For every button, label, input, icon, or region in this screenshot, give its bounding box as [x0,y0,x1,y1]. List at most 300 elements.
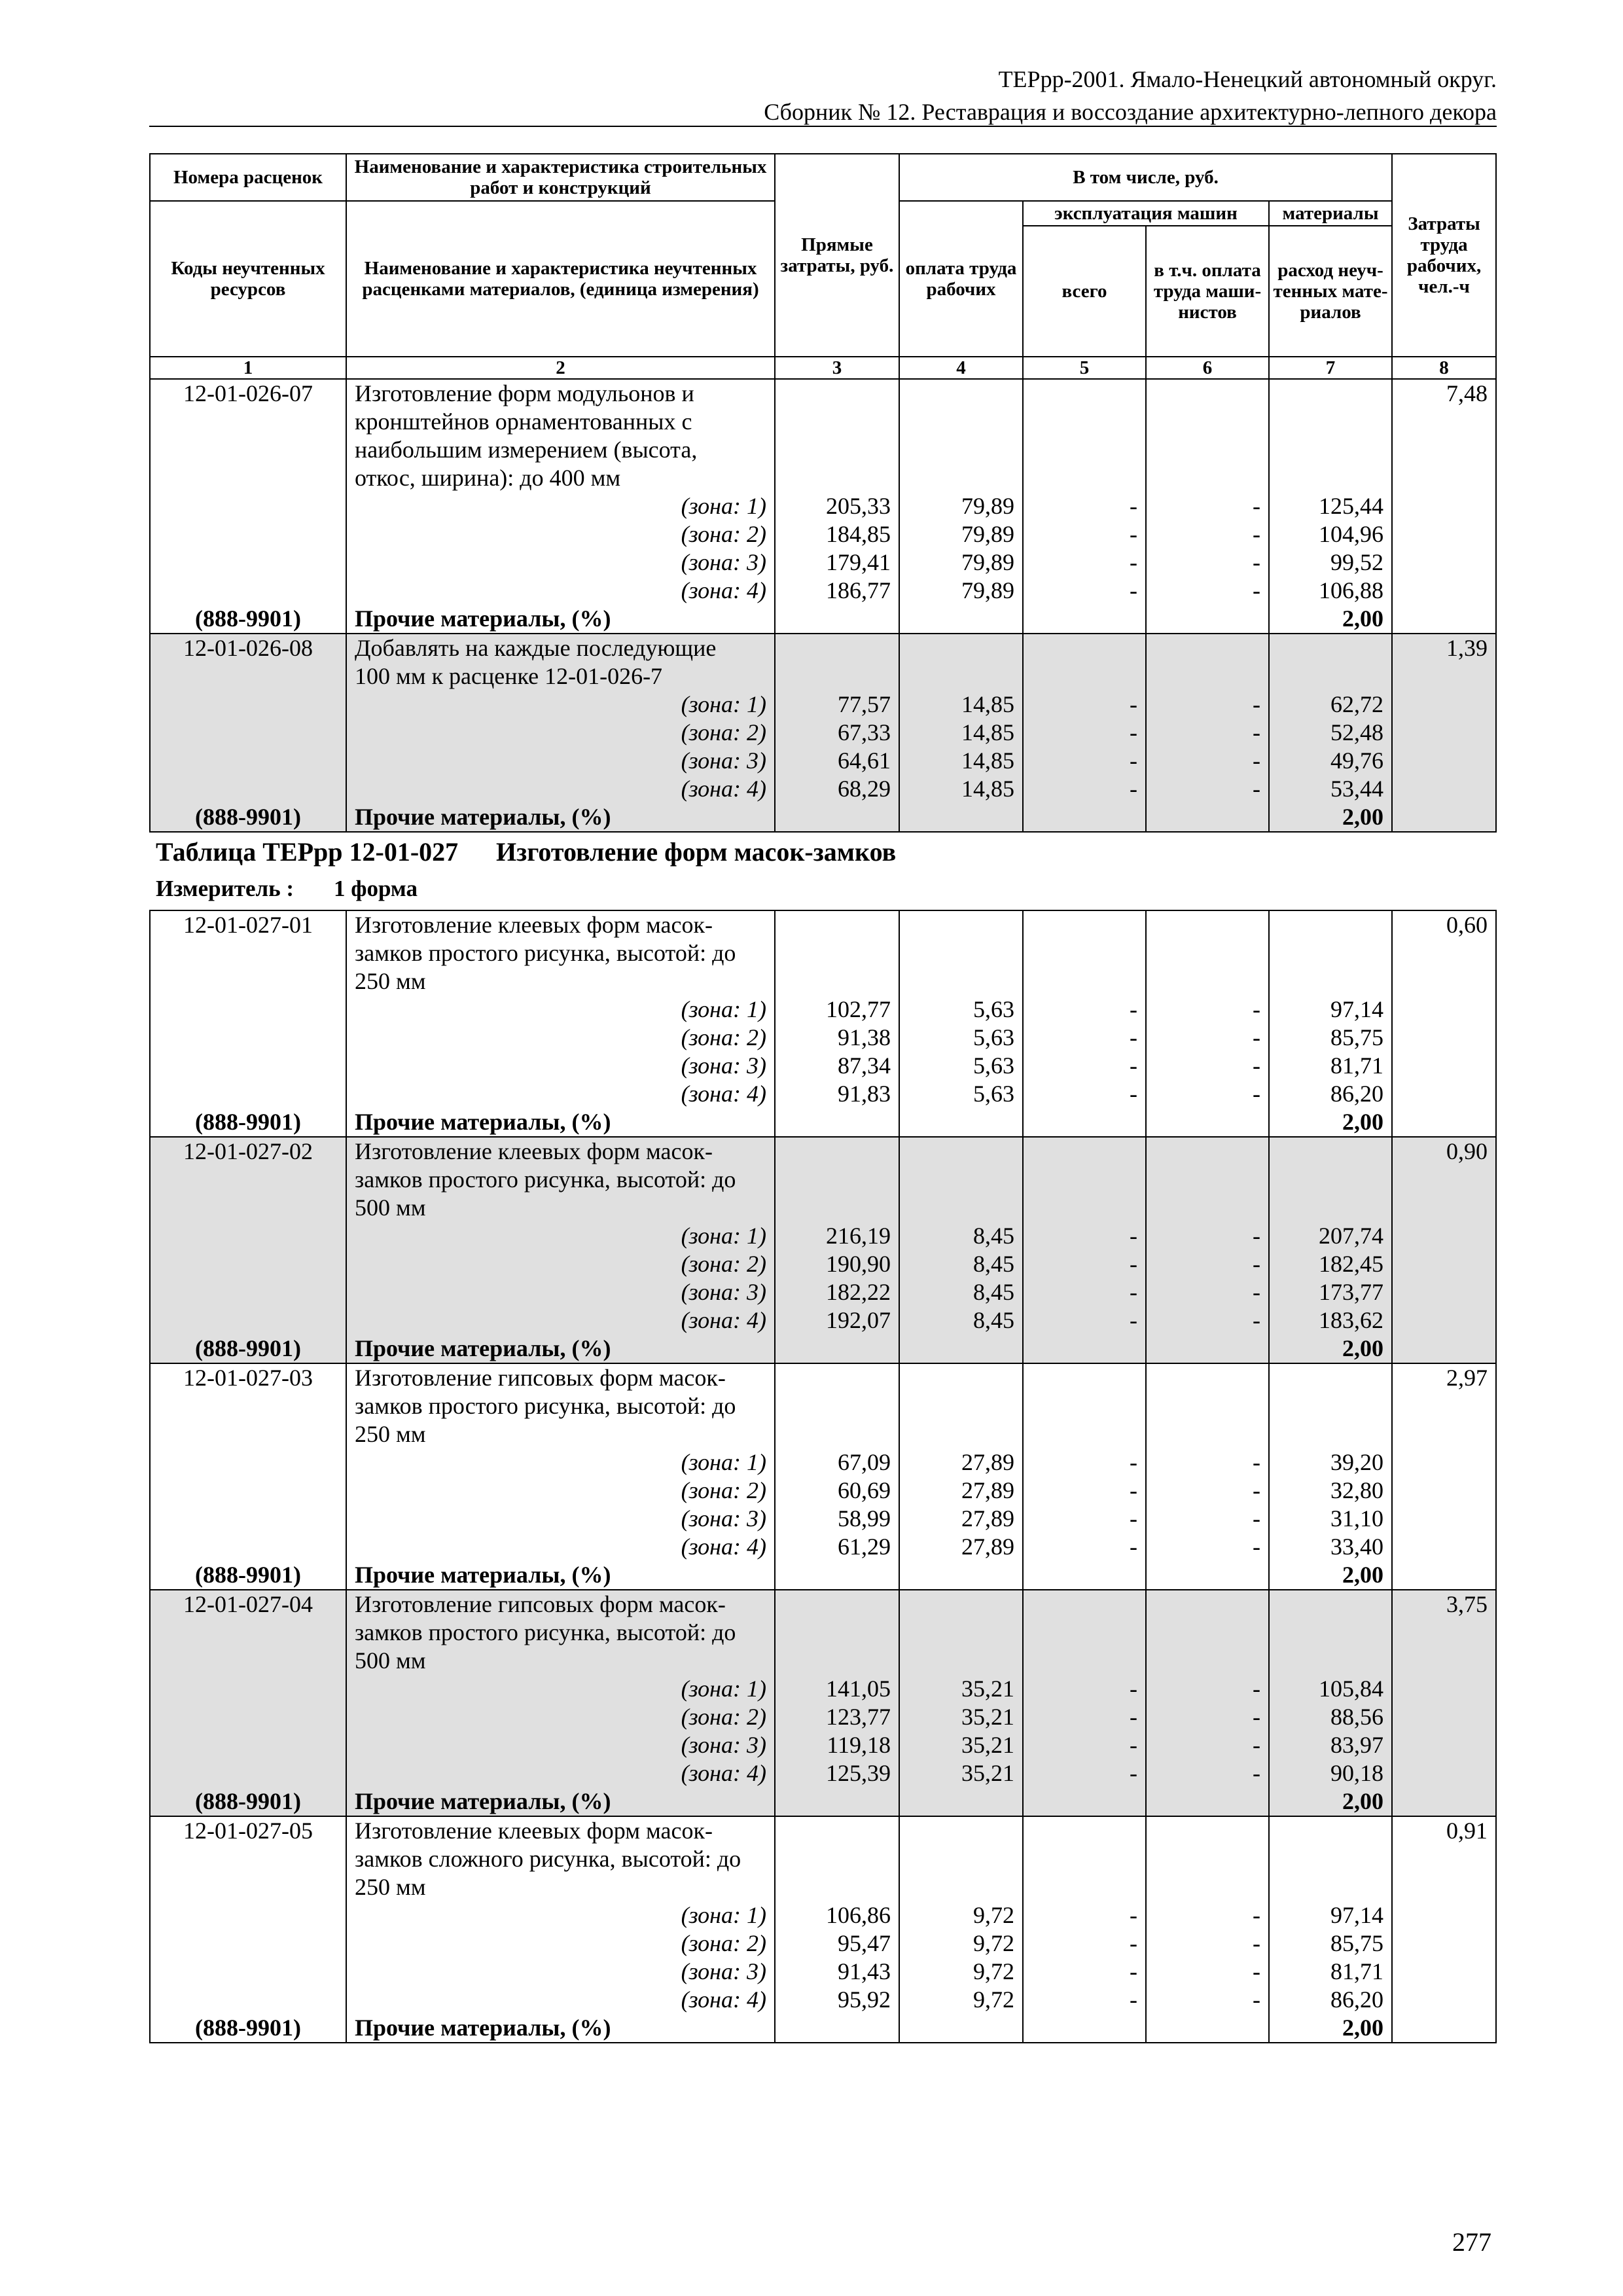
empty-cell [1392,1392,1496,1420]
resource-name: Прочие материалы, (%) [346,605,775,634]
zone-label: (зона: 1) [346,492,775,520]
machines-value: - [1023,1759,1146,1787]
empty-cell [1023,1873,1146,1901]
empty-cell [1269,379,1392,408]
worker-pay-value: 9,72 [899,1901,1023,1929]
machinist-pay-value: - [1146,1731,1269,1759]
zone-label: (зона: 2) [346,1703,775,1731]
table-row [150,1986,1496,2014]
machinist-pay-value: - [1146,996,1269,1024]
materials-value: 207,74 [1269,1222,1392,1250]
empty-cell [775,1647,899,1675]
direct-costs-value: 106,86 [775,1901,899,1929]
table-row [150,605,1496,634]
direct-costs-value: 141,05 [775,1675,899,1703]
empty-cell [1023,1108,1146,1137]
empty-cell [775,1420,899,1448]
empty-cell [1392,747,1496,775]
machinist-pay-value: - [1146,775,1269,803]
machines-value: - [1023,1731,1146,1759]
table-row [150,1619,1496,1647]
machinist-pay-value: - [1146,548,1269,577]
machines-value: - [1023,775,1146,803]
empty-cell [150,436,346,464]
empty-cell [150,996,346,1024]
col-number: 8 [1392,357,1496,379]
empty-cell [150,719,346,747]
empty-cell [775,605,899,634]
empty-cell [150,464,346,492]
empty-cell [1392,1166,1496,1194]
empty-cell [150,1845,346,1873]
empty-cell [1392,1505,1496,1533]
empty-cell [1023,1787,1146,1816]
empty-cell [1146,436,1269,464]
table-row [150,1873,1496,1901]
table-row [150,662,1496,691]
empty-cell [1392,1787,1496,1816]
machinist-pay-value: - [1146,577,1269,605]
empty-cell [775,1816,899,1845]
worker-pay-value: 9,72 [899,1986,1023,2014]
machines-value: - [1023,747,1146,775]
table-row [150,803,1496,832]
table-row [150,967,1496,996]
col-machines: эксплуатация машин [1023,201,1269,226]
empty-cell [150,1166,346,1194]
empty-cell [899,967,1023,996]
empty-cell [1392,1250,1496,1278]
work-description: Изготовление форм модульонов и [346,379,775,408]
machinist-pay-value: - [1146,520,1269,548]
machinist-pay-value: - [1146,719,1269,747]
machines-value: - [1023,1477,1146,1505]
table-row [150,408,1496,436]
empty-cell [150,1647,346,1675]
empty-cell [1146,1845,1269,1873]
table-row [150,1250,1496,1278]
machinist-pay-value: - [1146,1477,1269,1505]
col-number: 5 [1023,357,1146,379]
resource-value: 2,00 [1269,803,1392,832]
rates-table-026 [149,153,1497,833]
direct-costs-value: 95,92 [775,1986,899,2014]
table-row [150,577,1496,605]
machines-value: - [1023,996,1146,1024]
empty-cell [150,775,346,803]
rate-code: 12-01-027-05 [150,1816,346,1845]
empty-cell [1392,1647,1496,1675]
worker-pay-value: 8,45 [899,1306,1023,1335]
labor-value: 0,90 [1392,1137,1496,1166]
zone-label: (зона: 2) [346,1929,775,1958]
machines-value: - [1023,1250,1146,1278]
direct-costs-value: 91,83 [775,1080,899,1108]
zone-label: (зона: 4) [346,1080,775,1108]
empty-cell [150,1477,346,1505]
empty-cell [150,520,346,548]
table-row [150,1448,1496,1477]
table-row [150,1703,1496,1731]
materials-value: 62,72 [1269,691,1392,719]
worker-pay-value: 79,89 [899,577,1023,605]
zone-label: (зона: 4) [346,1759,775,1787]
empty-cell [1392,436,1496,464]
materials-value: 97,14 [1269,996,1392,1024]
empty-cell [1392,775,1496,803]
empty-cell [1392,1901,1496,1929]
empty-cell [1269,1166,1392,1194]
empty-cell [1023,1816,1146,1845]
col-number: 1 [150,357,346,379]
empty-cell [1146,2014,1269,2043]
direct-costs-value: 77,57 [775,691,899,719]
empty-cell [150,1420,346,1448]
col-worker-pay: оплата труда рабочих [899,201,1023,357]
resource-value: 2,00 [1269,1108,1392,1137]
empty-cell [150,1052,346,1080]
empty-cell [1023,1137,1146,1166]
direct-costs-value: 179,41 [775,548,899,577]
worker-pay-value: 5,63 [899,1052,1023,1080]
direct-costs-value: 182,22 [775,1278,899,1306]
empty-cell [775,1787,899,1816]
empty-cell [1392,1306,1496,1335]
machinist-pay-value: - [1146,1929,1269,1958]
table-row [150,1647,1496,1675]
empty-cell [1146,1363,1269,1392]
materials-value: 106,88 [1269,577,1392,605]
header-line-2: Сборник № 12. Реставрация и воссоздание архитектурно-лепного декора [764,99,1497,125]
table-row [150,1590,1496,1619]
work-description: замков простого рисунка, высотой: до [346,939,775,967]
zone-label: (зона: 3) [346,1052,775,1080]
empty-cell [1146,1787,1269,1816]
rate-code: 12-01-027-02 [150,1137,346,1166]
resource-code: (888-9901) [150,1335,346,1363]
empty-cell [1392,2014,1496,2043]
direct-costs-value: 184,85 [775,520,899,548]
empty-cell [1023,910,1146,939]
work-description: Изготовление клеевых форм масок- [346,910,775,939]
machines-value: - [1023,1052,1146,1080]
empty-cell [1146,1873,1269,1901]
empty-cell [775,379,899,408]
col-codes: Коды неучтенных ресурсов [150,201,346,357]
table-row [150,634,1496,662]
empty-cell [1392,408,1496,436]
empty-cell [1392,939,1496,967]
header-rule [149,126,1497,127]
work-description: замков простого рисунка, высотой: до [346,1619,775,1647]
col-materials: материалы [1269,201,1392,226]
machines-value: - [1023,691,1146,719]
empty-cell [775,1590,899,1619]
materials-value: 97,14 [1269,1901,1392,1929]
direct-costs-value: 64,61 [775,747,899,775]
work-description: замков простого рисунка, высотой: до [346,1166,775,1194]
direct-costs-value: 186,77 [775,577,899,605]
table-row [150,1675,1496,1703]
direct-costs-value: 91,43 [775,1958,899,1986]
work-description: откос, ширина): до 400 мм [346,464,775,492]
table-code: Таблица ТЕРрр 12-01-027 [156,837,459,867]
machines-value: - [1023,492,1146,520]
work-description: замков простого рисунка, высотой: до [346,1392,775,1420]
machines-value: - [1023,1901,1146,1929]
empty-cell [1392,1477,1496,1505]
empty-cell [150,1194,346,1222]
work-description: замков сложного рисунка, высотой: до [346,1845,775,1873]
table-row [150,1533,1496,1561]
worker-pay-value: 5,63 [899,996,1023,1024]
machines-value: - [1023,1080,1146,1108]
rate-code: 12-01-027-01 [150,910,346,939]
empty-cell [1146,910,1269,939]
direct-costs-value: 95,47 [775,1929,899,1958]
col-machines-total: всего [1023,226,1146,357]
materials-value: 125,44 [1269,492,1392,520]
col-labor: Затраты труда рабочих, чел.-ч [1392,154,1496,357]
empty-cell [1392,1619,1496,1647]
empty-cell [1023,1420,1146,1448]
machines-value: - [1023,719,1146,747]
table-row [150,1929,1496,1958]
worker-pay-value: 9,72 [899,1929,1023,1958]
work-description: наибольшим измерением (высота, [346,436,775,464]
empty-cell [1023,408,1146,436]
zone-label: (зона: 1) [346,1448,775,1477]
rate-code: 12-01-027-03 [150,1363,346,1392]
worker-pay-value: 27,89 [899,1477,1023,1505]
empty-cell [1023,464,1146,492]
empty-cell [1146,1166,1269,1194]
empty-cell [1392,719,1496,747]
empty-cell [150,1250,346,1278]
col-number: 3 [775,357,899,379]
empty-cell [1146,803,1269,832]
empty-cell [150,1986,346,2014]
empty-cell [1146,1619,1269,1647]
direct-costs-value: 87,34 [775,1052,899,1080]
empty-cell [1392,1420,1496,1448]
empty-cell [150,1306,346,1335]
machinist-pay-value: - [1146,1533,1269,1561]
worker-pay-value: 27,89 [899,1505,1023,1533]
machines-value: - [1023,1703,1146,1731]
zone-label: (зона: 1) [346,1675,775,1703]
machinist-pay-value: - [1146,1448,1269,1477]
empty-cell [1023,634,1146,662]
materials-value: 86,20 [1269,1080,1392,1108]
empty-cell [1392,1675,1496,1703]
direct-costs-value: 60,69 [775,1477,899,1505]
resource-code: (888-9901) [150,1108,346,1137]
empty-cell [775,1166,899,1194]
machines-value: - [1023,1222,1146,1250]
empty-cell [775,464,899,492]
table-row [150,2014,1496,2043]
empty-cell [775,662,899,691]
work-description: Добавлять на каждые последующие [346,634,775,662]
empty-cell [150,1619,346,1647]
materials-value: 49,76 [1269,747,1392,775]
materials-value: 81,71 [1269,1958,1392,1986]
empty-cell [150,1505,346,1533]
empty-cell [899,1420,1023,1448]
empty-cell [150,1448,346,1477]
empty-cell [1146,1194,1269,1222]
table-row [150,691,1496,719]
worker-pay-value: 9,72 [899,1958,1023,1986]
empty-cell [1023,803,1146,832]
empty-cell [1023,436,1146,464]
table-row [150,1787,1496,1816]
labor-value: 2,97 [1392,1363,1496,1392]
worker-pay-value: 79,89 [899,492,1023,520]
empty-cell [775,1335,899,1363]
materials-value: 85,75 [1269,1024,1392,1052]
empty-cell [150,548,346,577]
zone-label: (зона: 3) [346,1278,775,1306]
materials-value: 90,18 [1269,1759,1392,1787]
empty-cell [775,1561,899,1590]
empty-cell [1392,1194,1496,1222]
empty-cell [1146,1137,1269,1166]
empty-cell [1392,967,1496,996]
empty-cell [1392,1845,1496,1873]
empty-cell [1392,1731,1496,1759]
empty-cell [1392,803,1496,832]
zone-label: (зона: 4) [346,1306,775,1335]
table-row [150,1505,1496,1533]
materials-value: 52,48 [1269,719,1392,747]
materials-value: 53,44 [1269,775,1392,803]
col-number: 4 [899,357,1023,379]
resource-name: Прочие материалы, (%) [346,1335,775,1363]
empty-cell [1269,1194,1392,1222]
empty-cell [150,1731,346,1759]
empty-cell [150,1901,346,1929]
meter-value: 1 форма [334,876,418,901]
machinist-pay-value: - [1146,1278,1269,1306]
machinist-pay-value: - [1146,1759,1269,1787]
machinist-pay-value: - [1146,1901,1269,1929]
col-machinist-pay: в т.ч. оплата труда маши-нистов [1146,226,1269,357]
table-row [150,747,1496,775]
machinist-pay-value: - [1146,1024,1269,1052]
empty-cell [1392,1958,1496,1986]
machinist-pay-value: - [1146,1306,1269,1335]
direct-costs-value: 119,18 [775,1731,899,1759]
empty-cell [1146,464,1269,492]
empty-cell [1023,1647,1146,1675]
empty-cell [1146,634,1269,662]
empty-cell [775,1392,899,1420]
empty-cell [1023,1363,1146,1392]
labor-value: 0,91 [1392,1816,1496,1845]
machines-value: - [1023,1505,1146,1533]
empty-cell [1269,1873,1392,1901]
empty-cell [1023,1619,1146,1647]
empty-cell [1023,967,1146,996]
empty-cell [775,1363,899,1392]
resource-name: Прочие материалы, (%) [346,2014,775,2043]
empty-cell [899,1845,1023,1873]
col-including: В том числе, руб. [899,154,1392,201]
empty-cell [1269,939,1392,967]
empty-cell [899,1619,1023,1647]
worker-pay-value: 35,21 [899,1703,1023,1731]
empty-cell [150,1759,346,1787]
col-number: 6 [1146,357,1269,379]
worker-pay-value: 5,63 [899,1080,1023,1108]
machinist-pay-value: - [1146,1250,1269,1278]
table-row [150,1561,1496,1590]
empty-cell [775,634,899,662]
machinist-pay-value: - [1146,492,1269,520]
empty-cell [899,939,1023,967]
empty-cell [1269,910,1392,939]
worker-pay-value: 14,85 [899,719,1023,747]
header-line-1: ТЕРрр-2001. Ямало-Ненецкий автономный округ. [998,66,1497,92]
empty-cell [1392,1052,1496,1080]
empty-cell [1146,1392,1269,1420]
zone-label: (зона: 4) [346,577,775,605]
empty-cell [899,662,1023,691]
materials-value: 99,52 [1269,548,1392,577]
empty-cell [899,1647,1023,1675]
empty-cell [1392,1024,1496,1052]
materials-value: 33,40 [1269,1533,1392,1561]
resource-name: Прочие материалы, (%) [346,1787,775,1816]
empty-cell [775,939,899,967]
col-direct-costs: Прямые затраты, руб. [775,154,899,357]
empty-cell [1392,1533,1496,1561]
empty-cell [899,1335,1023,1363]
table-row [150,379,1496,408]
empty-cell [899,1137,1023,1166]
zone-label: (зона: 1) [346,1901,775,1929]
table-row [150,1731,1496,1759]
table-row [150,1958,1496,1986]
worker-pay-value: 14,85 [899,775,1023,803]
worker-pay-value: 8,45 [899,1250,1023,1278]
empty-cell [1392,520,1496,548]
table-row [150,436,1496,464]
empty-cell [1146,1420,1269,1448]
empty-cell [899,1787,1023,1816]
empty-cell [1023,662,1146,691]
empty-cell [1392,548,1496,577]
empty-cell [150,1024,346,1052]
empty-cell [1269,1363,1392,1392]
empty-cell [1269,1590,1392,1619]
empty-cell [899,2014,1023,2043]
rate-code: 12-01-026-08 [150,634,346,662]
empty-cell [1023,1392,1146,1420]
empty-cell [1392,1222,1496,1250]
direct-costs-value: 68,29 [775,775,899,803]
resource-code: (888-9901) [150,1561,346,1590]
table-row [150,548,1496,577]
machines-value: - [1023,1986,1146,2014]
meter-label: Измеритель : [156,876,294,901]
table-row [150,464,1496,492]
table-row [150,492,1496,520]
direct-costs-value: 67,33 [775,719,899,747]
empty-cell [1023,1335,1146,1363]
